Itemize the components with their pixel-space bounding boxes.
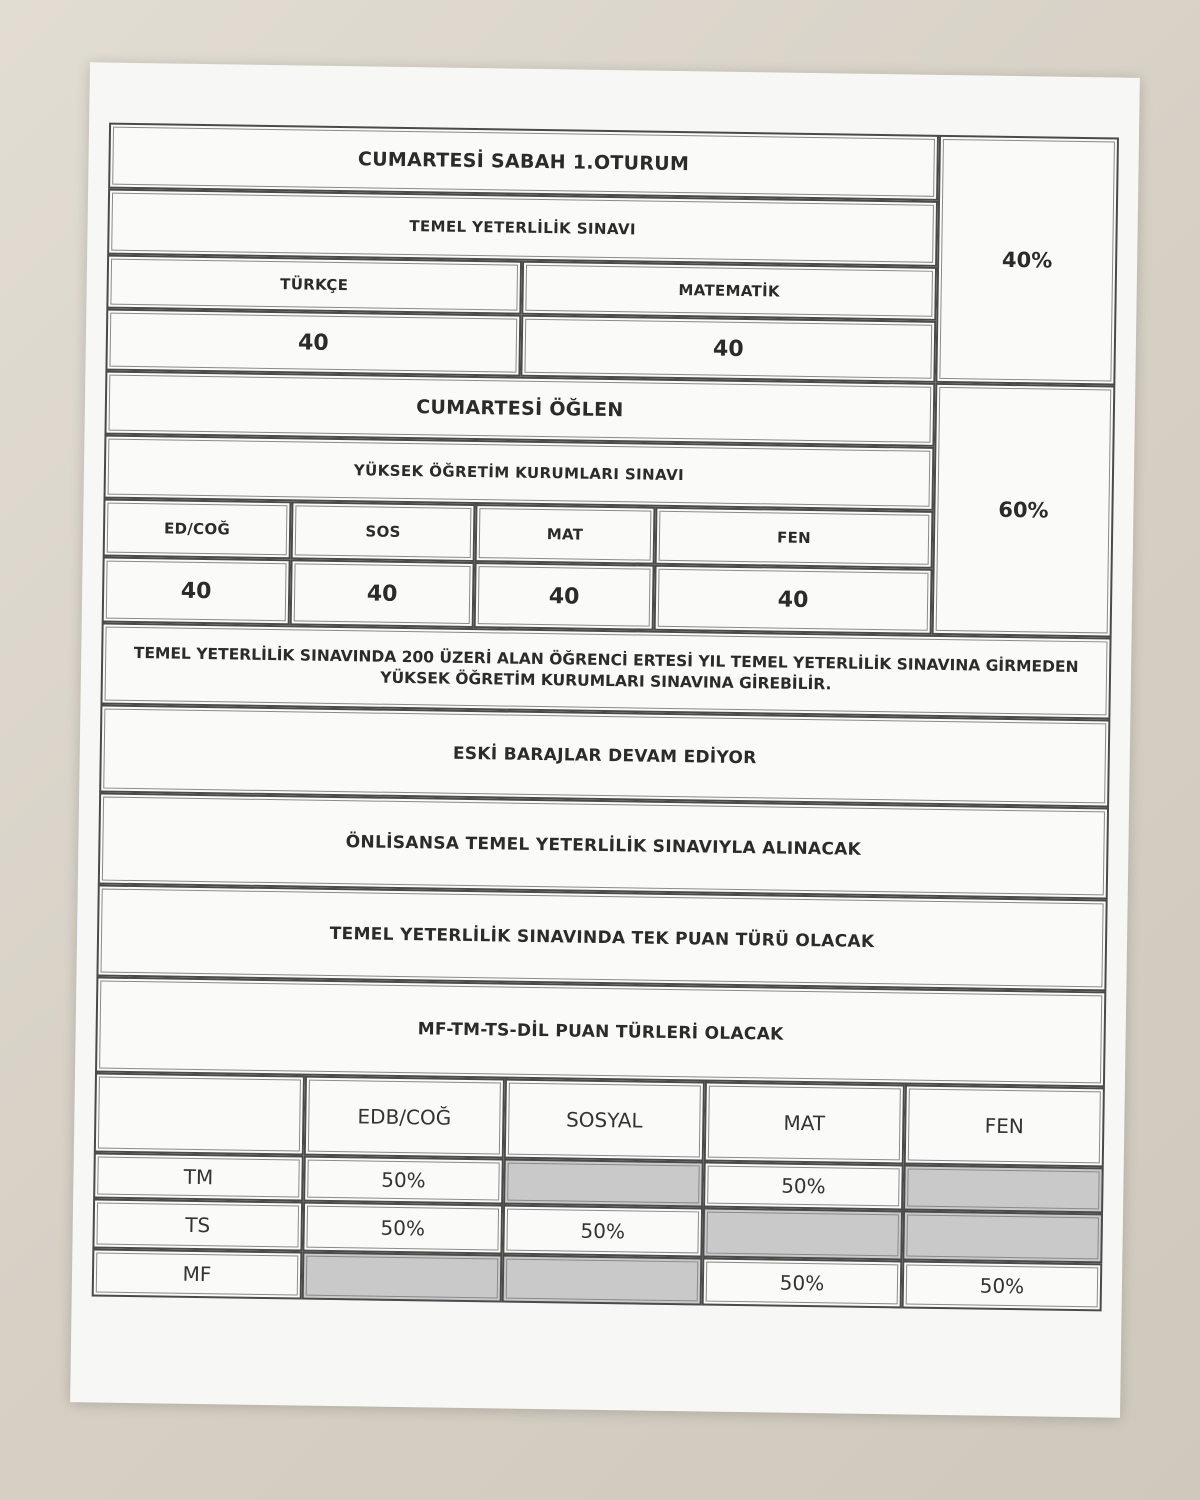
session2-questions-mat: 40 (474, 562, 655, 631)
session1-weight: 40% (935, 135, 1119, 386)
weight-cell: 50% (303, 1156, 504, 1205)
weight-cell-empty (702, 1208, 903, 1261)
score-weights-table (92, 1072, 1105, 1311)
note-associate-degree: ÖNLİSANSA TEMEL YETERLİLİK SINAVIYLA ALINACAK (98, 793, 1109, 900)
row-label: TS (92, 1198, 303, 1251)
row-label: TM (93, 1152, 304, 1201)
session2-subject-fen: FEN (655, 507, 934, 569)
note-barriers: ESKİ BARAJLAR DEVAM EDİYOR (99, 705, 1110, 808)
weight-cell-empty (902, 1210, 1103, 1263)
row-label: MF (92, 1248, 303, 1299)
column-header: SOSYAL (504, 1079, 705, 1162)
session2-questions-fen: 40 (654, 565, 933, 635)
weight-cell: 50% (902, 1260, 1103, 1311)
weight-cell: 50% (302, 1202, 503, 1255)
column-header: FEN (904, 1084, 1105, 1167)
column-header: MAT (704, 1082, 905, 1165)
note-score-types: MF-TM-TS-DİL PUAN TÜRLERİ OLACAK (95, 976, 1106, 1087)
session2-subject-edcog: ED/COĞ (103, 499, 292, 560)
session1-subject-turkce: TÜRKÇE (106, 255, 522, 315)
session1-block (105, 123, 1119, 386)
session2-questions-edcog: 40 (102, 557, 291, 626)
session2-block (102, 371, 1116, 638)
session2-subject-sos: SOS (291, 501, 476, 562)
note-threshold: TEMEL YETERLİLİK SINAVINDA 200 ÜZERİ ALAN ÖĞRENCİ ERTESİ YIL TEMEL YETERLİLİK SINAVINA GİRMEDEN YÜKSEK ÖĞRETİM KURUMLARI SINAVINA GİREBİLİR. (100, 623, 1111, 720)
session2-questions-sos: 40 (290, 559, 475, 628)
exam-info-table (92, 123, 1119, 1312)
session1-title: CUMARTESİ SABAH 1.OTURUM (108, 123, 939, 201)
weight-cell-empty (503, 1159, 704, 1208)
column-header: EDB/COĞ (304, 1076, 505, 1159)
weight-cell: 50% (703, 1162, 904, 1211)
note-single-score-type: TEMEL YETERLİLİK SINAVINDA TEK PUAN TÜRÜ OLACAK (96, 884, 1107, 991)
session1-subject-matematik: MATEMATİK (521, 261, 937, 321)
weight-cell-empty (302, 1252, 503, 1303)
session1-questions-turkce: 40 (105, 309, 521, 377)
session1-exam-name: TEMEL YETERLİLİK SINAVI (107, 189, 938, 267)
session1-questions-matematik: 40 (520, 315, 936, 383)
matrix-header-row (94, 1072, 1105, 1167)
paper-sheet (70, 62, 1140, 1417)
session2-exam-name: YÜKSEK ÖĞRETİM KURUMLARI SINAVI (104, 435, 935, 511)
weight-cell: 50% (702, 1258, 903, 1309)
matrix-corner-cell (94, 1072, 305, 1155)
session2-subject-mat: MAT (475, 504, 656, 565)
weight-cell: 50% (502, 1205, 703, 1258)
session2-weight: 60% (932, 383, 1116, 638)
weight-cell-empty (502, 1255, 703, 1306)
session2-title: CUMARTESİ ÖĞLEN (104, 371, 935, 447)
weight-cell-empty (903, 1164, 1104, 1213)
